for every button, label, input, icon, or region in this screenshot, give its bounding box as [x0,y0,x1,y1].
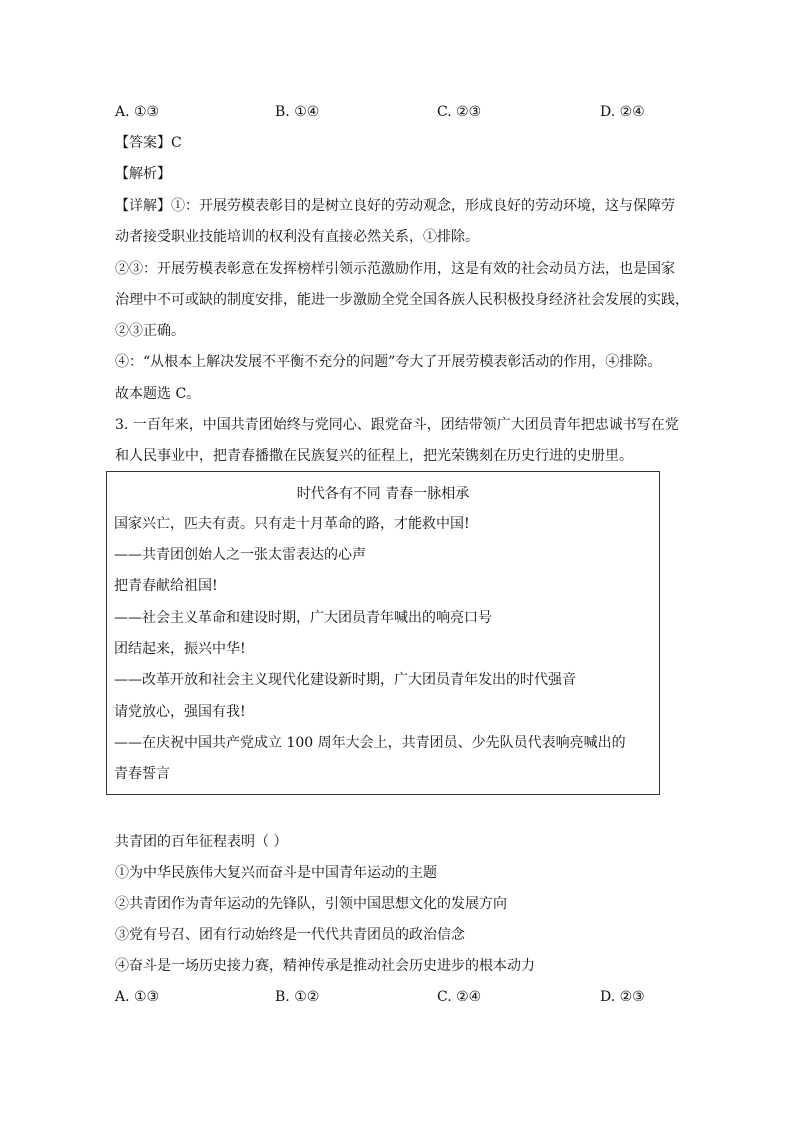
material-line: ——在庆祝中国共产党成立 100 周年大会上，共青团员、少先队员代表响亮喊出的 [114,735,626,751]
detail-line: 动者接受职业技能培训的权利没有直接必然关系，①排除。 [115,229,479,245]
material-line: 国家兴亡，匹夫有责。只有走十月革命的路，才能救中国! [114,516,470,532]
material-line: 把青春献给祖国! [114,578,218,594]
answer-line: 【答案】C [115,135,182,151]
q2-option-c: C. ②③ [437,104,482,120]
detail-line: 治理中不可或缺的制度安排，能进一步激励全党全国各族人民积极投身经济社会发展的实践， [115,292,689,308]
q3-stem-line: 和人民事业中，把青春播撒在民族复兴的征程上，把光荣镌刻在历史行进的史册里。 [115,448,633,464]
q2-option-a: A. ①③ [115,104,160,120]
material-line: ——改革开放和社会主义现代化建设新时期，广大团员青年发出的时代强音 [114,672,576,688]
q3-statement: ④奋斗是一场历史接力赛，精神传承是推动社会历史进步的根本动力 [115,958,535,974]
material-line: ——社会主义革命和建设时期，广大团员青年喊出的响亮口号 [114,610,492,626]
q3-options [115,987,675,1007]
q3-option-c: C. ②④ [437,989,482,1005]
q3-option-a: A. ①③ [115,989,160,1005]
material-title: 时代各有不同 青春一脉相承 [296,486,470,502]
detail-line: 【详解】①：开展劳模表彰目的是树立良好的劳动观念，形成良好的劳动环境，这与保障劳 [115,198,675,214]
material-line: ——共青团创始人之一张太雷表达的心声 [114,547,366,563]
q2-options [115,102,675,122]
q3-statement: ①为中华民族伟大复兴而奋斗是中国青年运动的主题 [115,865,437,881]
detail-line: 故本题选 C。 [115,386,201,402]
detail-line: ②③正确。 [115,323,185,339]
q3-option-d: D. ②③ [600,989,645,1005]
analysis-label: 【解析】 [115,166,171,182]
q2-option-d: D. ②④ [600,104,645,120]
q2-option-b: B. ①④ [275,104,320,120]
q3-statement: ③党有号召、团有行动始终是一代代共青团员的政治信念 [115,927,465,943]
q3-question: 共青团的百年征程表明（ ） [115,834,288,850]
detail-line: ②③：开展劳模表彰意在发挥榜样引领示范激励作用，这是有效的社会动员方法，也是国家 [115,261,675,277]
q3-statement: ②共青团作为青年运动的先锋队，引领中国思想文化的发展方向 [115,896,507,912]
material-line: 青春誓言 [114,766,170,782]
q3-option-b: B. ①② [275,989,320,1005]
material-box [106,471,660,795]
detail-line: ④：“从根本上解决发展不平衡不充分的问题”夸大了开展劳模表彰活动的作用，④排除。 [115,354,662,370]
material-line: 团结起来，振兴中华! [114,641,246,657]
material-line: 请党放心，强国有我! [114,704,246,720]
q3-stem-line: 3. 一百年来，中国共青团始终与党同心、跟党奋斗，团结带领广大团员青年把忠诚书写在党 [115,417,679,433]
